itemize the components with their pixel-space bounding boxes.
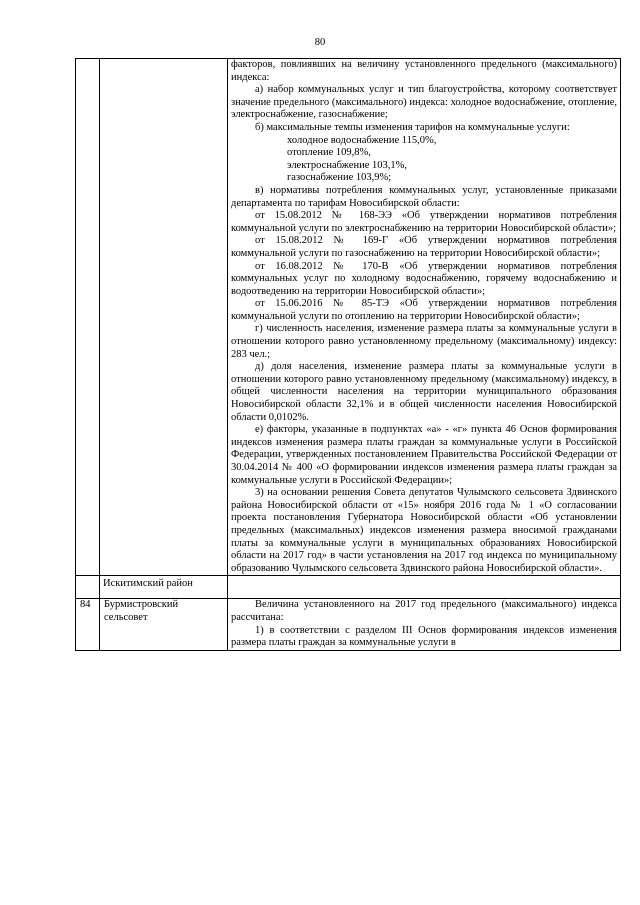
paragraph: д) доля населения, изменение размера платы за коммунальные услуги в отношении которого равно установленному предельному (максимальному) индексу, в общей численности населения на территории муниципального образования Новосибирской области 32,1% и в общей численности населения Новосибирской области 0,0102%. bbox=[231, 361, 617, 423]
row-number-cell bbox=[76, 59, 100, 576]
paragraph: электроснабжение 103,1%, bbox=[287, 159, 407, 171]
paragraph: 3) на основании решения Совета депутатов Чулымского сельсовета Здвинского района Новосибирской области от «15» ноября 2016 года № 1 «О согласовании проекта постановления Губернатора Новосибирской области «Об установлении предельных (максимальных) индексов изменения размера вносимой гражданами платы за коммунальные услуги в муниципальных образованиях Новосибирской области на 2017 год» в части установления на 2017 год индекса по муниципальному образованию Чулымского сельсовета Здвинского района Новосибирской области». bbox=[231, 487, 617, 574]
row-number: 84 bbox=[76, 599, 100, 650]
paragraph: от 15.08.2012 № 168-ЭЭ «Об утверждении нормативов потребления коммунальной услуги по электроснабжению на территории Новосибирской области»; bbox=[231, 210, 617, 234]
justification-cell bbox=[228, 599, 621, 650]
paragraph: а) набор коммунальных услуг и тип благоустройства, которому соответствует значение предельного (максимального) индекса: холодное водоснабжение, отопление, электроснабжение, газоснабжение; bbox=[231, 84, 617, 121]
paragraph: 1) в соответствии с разделом III Основ формирования индексов изменения размера платы граждан за коммунальные услуги в bbox=[231, 624, 617, 649]
municipality-name: Бурмистровский сельсовет bbox=[100, 599, 228, 650]
paragraph: Величина установленного на 2017 год предельного (максимального) индекса рассчитана: bbox=[231, 599, 617, 623]
page-number: 80 bbox=[314, 37, 326, 48]
municipal-index-table bbox=[75, 58, 621, 651]
paragraph: б) максимальные темпы изменения тарифов на коммунальные услуги: bbox=[255, 121, 570, 133]
table-row-district bbox=[76, 576, 621, 599]
justification-text bbox=[231, 599, 617, 649]
paragraph: от 15.06.2016 № 85-ТЭ «Об утверждении нормативов потребления коммунальной услуги по отоплению на территории Новосибирской области»; bbox=[231, 298, 617, 322]
paragraph: в) нормативы потребления коммунальных услуг, установленные приказами департамента по тарифам Новосибирской области: bbox=[231, 184, 617, 209]
justification-text bbox=[231, 59, 617, 575]
municipality-cell bbox=[100, 59, 228, 576]
district-name: Искитимский район bbox=[100, 576, 228, 599]
row-number-cell bbox=[76, 576, 100, 599]
paragraph: е) факторы, указанные в подпунктах «а» - «г» пункта 46 Основ формирования индексов изменения размера платы граждан за коммунальные услуги в Российской Федерации, утвержденных постановлением Правительства Российской Федерации от 30.04.2014 № 400 «О формировании индексов изменения размера платы граждан за коммунальные услуги в Российской Федерации»; bbox=[231, 424, 617, 486]
paragraph: факторов, повлиявших на величину установленного предельного (максимального) индекса: bbox=[231, 59, 617, 83]
paragraph: от 15.08.2012 № 169-Г «Об утверждении нормативов потребления коммунальной услуги по газоснабжению на территории Новосибирской области»; bbox=[231, 235, 617, 259]
paragraph: газоснабжение 103,9%; bbox=[287, 172, 392, 184]
table-row-continuation bbox=[76, 59, 621, 576]
paragraph: отопление 109,8%, bbox=[287, 147, 371, 159]
justification-cell bbox=[228, 59, 621, 576]
table-row-84 bbox=[76, 599, 621, 650]
justification-cell bbox=[228, 576, 621, 599]
paragraph: от 16.08.2012 № 170-В «Об утверждении нормативов потребления коммунальных услуг по холодному водоснабжению, горячему водоснабжению и водоотведению на территории Новосибирской области»; bbox=[231, 260, 617, 297]
paragraph: холодное водоснабжение 115,0%, bbox=[287, 134, 437, 146]
paragraph: г) численность населения, изменение размера платы за коммунальные услуги в отношении которого равно установленному предельному (максимальному) индексу: 283 чел.; bbox=[231, 323, 617, 360]
